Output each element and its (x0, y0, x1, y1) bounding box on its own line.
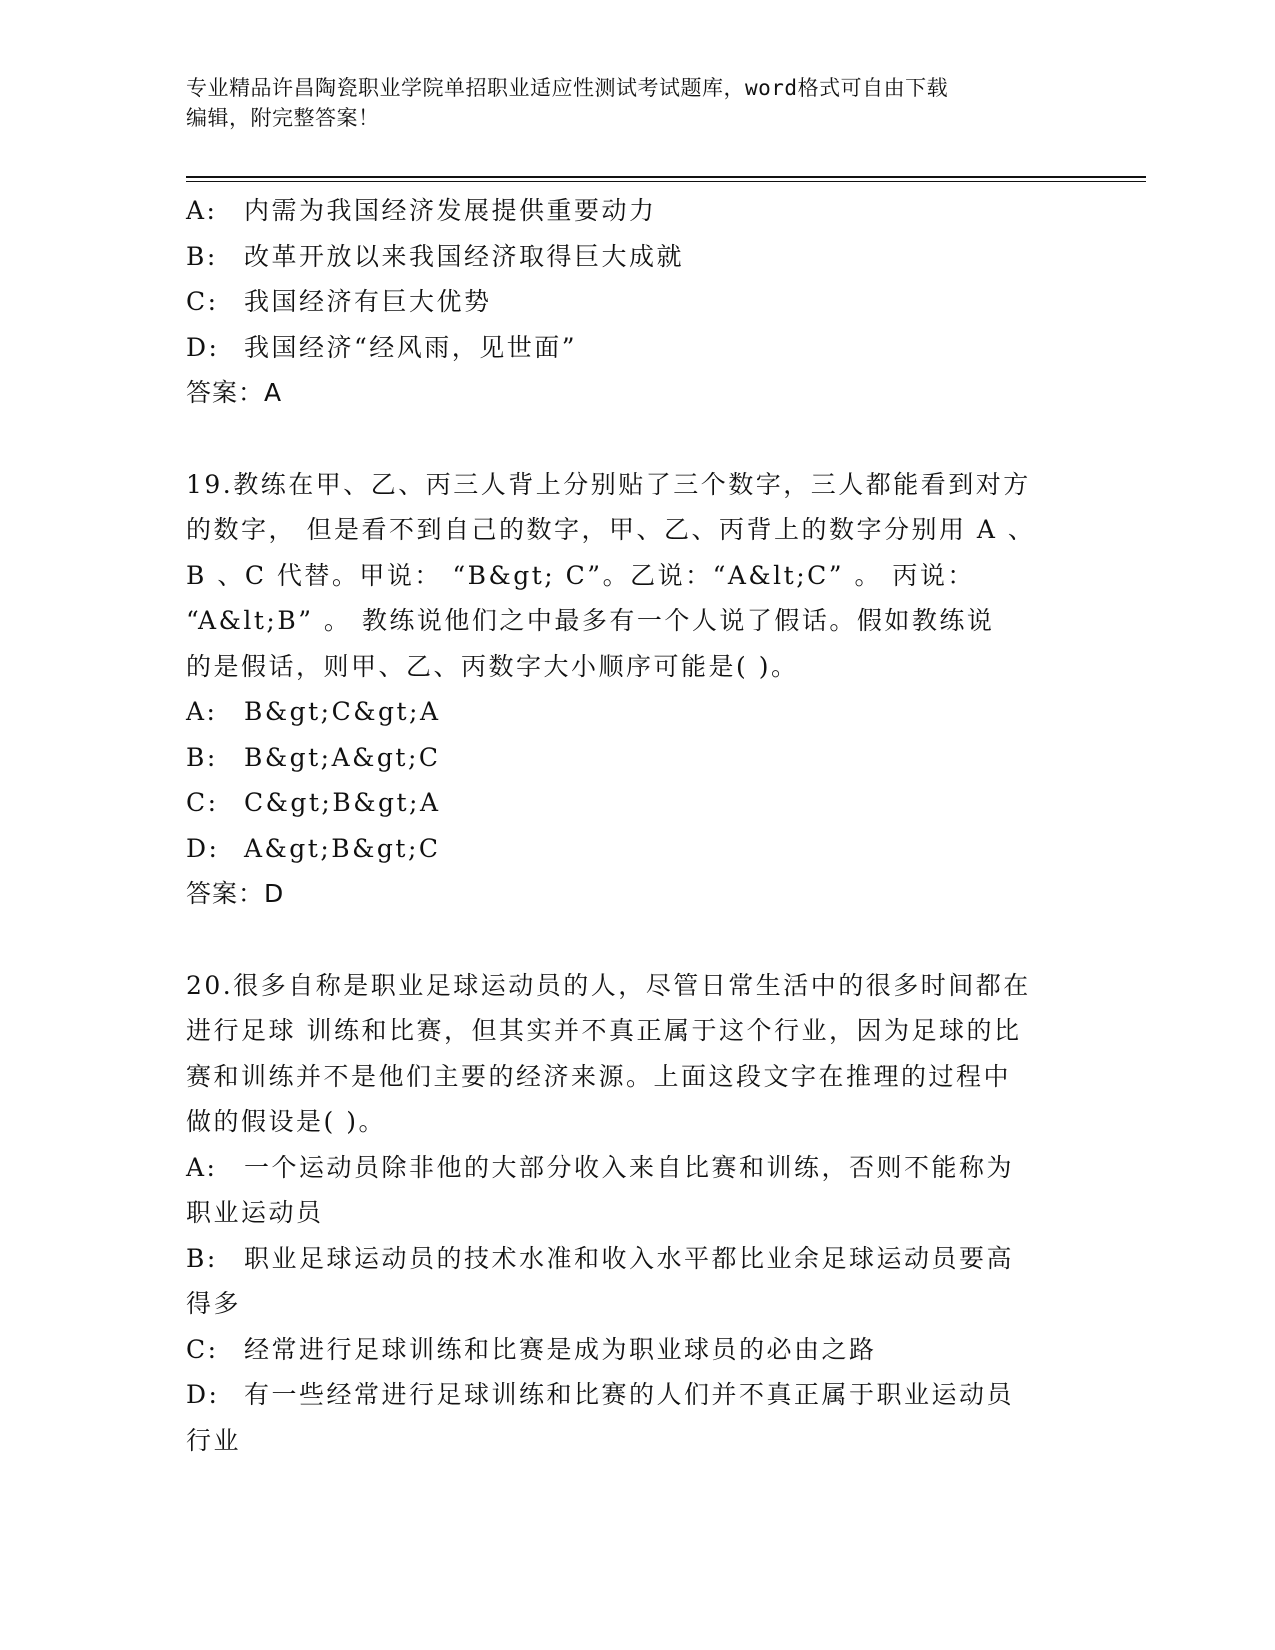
option-text-continued: 得多 (186, 1289, 242, 1318)
header-rule-thick (186, 176, 1146, 178)
option-a (186, 188, 1086, 234)
page-header (186, 73, 1066, 133)
option-c (186, 1327, 1086, 1373)
question-text-line: 20.很多自称是职业足球运动员的人，尽管日常生活中的很多时间都在 (186, 970, 1031, 1000)
spacer (186, 917, 1086, 963)
option-line (186, 1327, 1086, 1373)
option-text: B&gt;A&gt;C (244, 742, 441, 772)
option-text-continued: 职业运动员 (186, 1198, 324, 1227)
header-line-2: 编辑，附完整答案！ (186, 106, 380, 130)
option-b (186, 234, 1086, 280)
question-19 (186, 462, 1086, 917)
option-c (186, 780, 1086, 826)
option-text: 我国经济有巨大优势 (244, 287, 492, 316)
option-label: C: (186, 287, 219, 316)
option-a (186, 1145, 1086, 1236)
question-text-line: 的数字， 但是看不到自己的数字，甲、乙、丙背上的数字分别用 A 、 (186, 515, 1036, 544)
question-text-line: 进行足球 训练和比赛，但其实并不真正属于这个行业，因为足球的比 (186, 1016, 1022, 1045)
option-text: 职业足球运动员的技术水准和收入水平都比业余足球运动员要高 (244, 1243, 1015, 1273)
option-label: C: (186, 1334, 219, 1364)
question-text (186, 963, 1086, 1145)
option-label: D: (186, 833, 220, 863)
option-label: A: (186, 1152, 218, 1182)
option-b (186, 1236, 1086, 1327)
question-18 (186, 188, 1086, 416)
header-line-1: 专业精品许昌陶瓷职业学院单招职业适应性测试考试题库，word格式可自由下载 (186, 76, 949, 100)
option-d (186, 1372, 1086, 1463)
option-label: D: (186, 1380, 220, 1409)
document-body (186, 188, 1086, 1463)
option-text: B&gt;C&gt;A (244, 697, 441, 726)
option-label: A: (186, 697, 218, 726)
spacer (186, 416, 1086, 462)
option-text: 有一些经常进行足球训练和比赛的人们并不真正属于职业运动员 (244, 1380, 1015, 1409)
option-text: 我国经济“经风雨，见世面” (244, 332, 578, 362)
option-text: C&gt;B&gt;A (244, 788, 441, 817)
option-a (186, 689, 1086, 735)
option-text-continued: 行业 (186, 1425, 242, 1455)
question-text-line: 赛和训练并不是他们主要的经济来源。上面这段文字在推理的过程中 (186, 1061, 1012, 1091)
answer-line: 答案：A (186, 378, 283, 407)
option-d (186, 826, 1086, 872)
question-text-line: 做的假设是( )。 (186, 1107, 386, 1136)
option-b (186, 735, 1086, 781)
option-label: C: (186, 788, 219, 817)
question-text-line: 的是假话，则甲、乙、丙数字大小顺序可能是( )。 (186, 651, 799, 681)
option-label: B: (186, 1243, 218, 1273)
option-line (186, 1145, 1086, 1191)
question-20 (186, 963, 1086, 1464)
option-c (186, 279, 1086, 325)
option-label: D: (186, 332, 220, 362)
option-text: 经常进行足球训练和比赛是成为职业球员的必由之路 (244, 1334, 877, 1364)
option-text: A&gt;B&gt;C (244, 833, 441, 863)
question-text-line: “A&lt;B” 。 教练说他们之中最多有一个人说了假话。假如教练说 (186, 606, 995, 635)
option-text: 内需为我国经济发展提供重要动力 (244, 196, 657, 225)
question-text (186, 462, 1086, 690)
option-text: 改革开放以来我国经济取得巨大成就 (244, 241, 685, 271)
option-label: B: (186, 742, 218, 772)
option-label: B: (186, 241, 218, 271)
header-rule-thin (186, 181, 1146, 182)
answer-line: 答案：D (186, 879, 285, 908)
question-text-line: B 、C 代替。甲说： “B&gt; C”。乙说：“A&lt;C” 。 丙说： (186, 560, 975, 590)
option-text: 一个运动员除非他的大部分收入来自比赛和训练，否则不能称为 (244, 1152, 1015, 1182)
option-d (186, 325, 1086, 371)
question-text-line: 19.教练在甲、乙、丙三人背上分别贴了三个数字，三人都能看到对方 (186, 469, 1031, 499)
option-line (186, 1236, 1086, 1282)
option-label: A: (186, 196, 218, 225)
option-line (186, 1372, 1086, 1418)
